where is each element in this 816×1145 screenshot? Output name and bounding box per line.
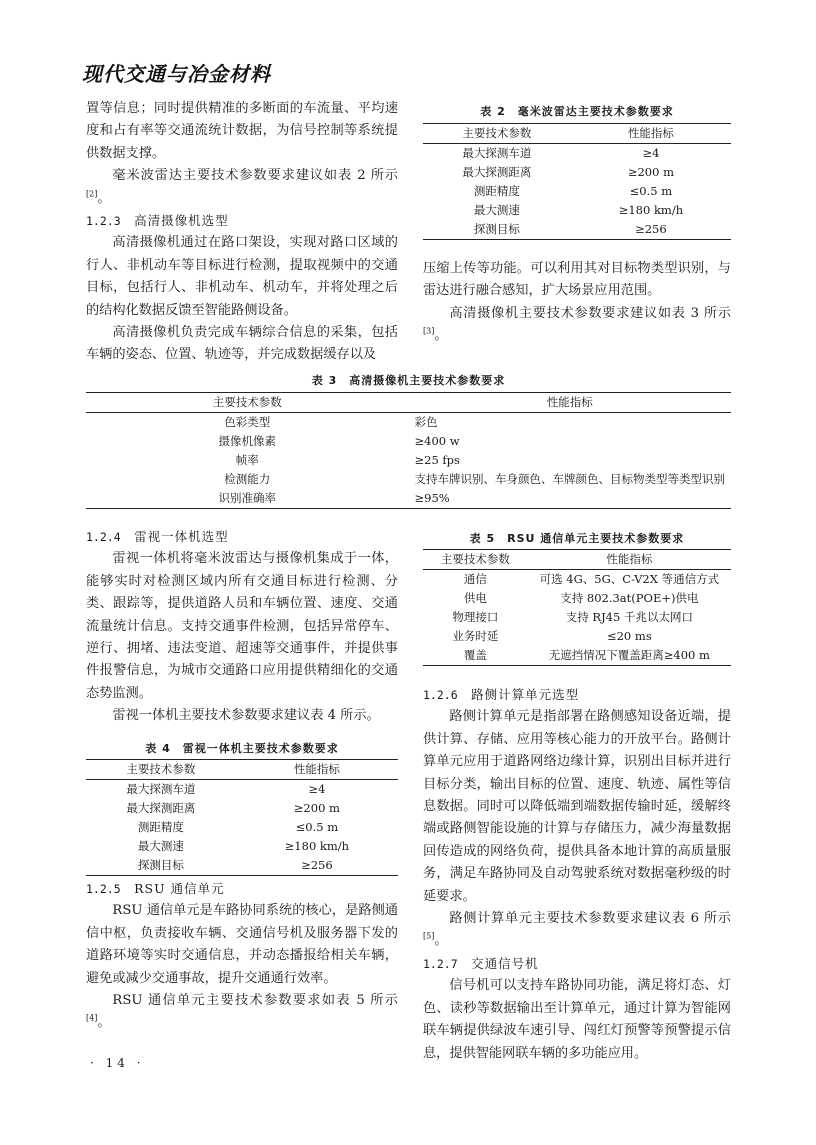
paragraph-text: 高清摄像机主要技术参数要求建议如表 3 所示: [449, 305, 731, 321]
table3: [86, 392, 731, 509]
table-cell: 最大测速: [473, 203, 520, 217]
table-row: [86, 489, 731, 509]
table-header-cell: 性能指标: [546, 395, 593, 409]
table4: [86, 759, 398, 876]
table-cell: ≤0.5 m: [295, 820, 339, 834]
table-cell: 摄像机像素: [218, 434, 276, 448]
right-column-top: [423, 258, 731, 348]
paragraph-text: 毫米波雷达主要技术参数要求建议如表 2 所示: [112, 168, 398, 184]
paragraph-table5-ref: [86, 990, 398, 1035]
table-cell: 探测目标: [137, 858, 184, 872]
paragraph-text: RSU 通信单元主要技术参数要求如表 5 所示: [112, 993, 398, 1009]
table-cell: 覆盖: [463, 648, 487, 662]
citation: [5]: [423, 932, 435, 942]
table-row: [86, 432, 731, 451]
table5: [423, 549, 731, 666]
right-column-bottom: [423, 684, 731, 1065]
table-cell: 可选 4G、5G、C-V2X 等通信方式: [539, 572, 720, 586]
table-cell: ≥4: [642, 146, 660, 160]
paragraph: 信号机可以支持车路协同功能，满足将灯态、灯色、读秒等数据输出至计算单元，通过计算为智能网联车辆提供绿波车速引导、闯红灯预警等预警提示信息，提供智能网联车辆的多功能应用。: [423, 978, 731, 1061]
table-header-cell: 性能指标: [627, 126, 674, 140]
section-heading-1-2-5: [86, 878, 398, 900]
table-cell: 测距精度: [473, 184, 520, 198]
paragraph-table3-ref: [423, 303, 731, 348]
table-header-cell: 主要技术参数: [462, 126, 532, 140]
table-cell: 最大探测车道: [462, 146, 532, 160]
paragraph: 压缩上传等功能。可以利用其对目标物类型识别，与雷达进行融合感知，扩大场景应用范围。: [423, 261, 731, 299]
section-number: 1.2.4: [86, 530, 121, 544]
table-header-cell: 主要技术参数: [212, 395, 282, 409]
paragraph: 置等信息；同时提供精准的多断面的车流量、平均速度和占有率等交通流统计数据，为信号控制等系统提供数据支撑。: [86, 101, 398, 161]
table-row: [86, 413, 731, 433]
table-cell: ≥256: [301, 858, 333, 872]
paragraph: 雷视一体机将毫米波雷达与摄像机集成于一体，能够实时对检测区域内所有交通目标进行检测、分类、跟踪等，提供道路人员和车辆位置、速度、交通流量统计信息。支持交通事件检测，包括异常停车、逆行、拥堵、违法变道、超速等交通事件，并提供事件报警信息，为城市交通路口应用提供精细化的交通态势监测。: [86, 551, 398, 701]
table-row: [423, 627, 731, 646]
table-cell: 最大探测距离: [126, 801, 196, 815]
section-heading-1-2-7: [423, 953, 731, 975]
table-cell: ≥400 w: [414, 434, 460, 448]
table3-caption: 表 3 高清摄像机主要技术参数要求: [311, 374, 506, 387]
section-number: 1.2.6: [423, 688, 458, 702]
table-cell: 测距精度: [137, 820, 184, 834]
table-row: [423, 220, 731, 240]
table-cell: ≥25 fps: [414, 453, 460, 467]
paragraph: 高清摄像机通过在路口架设，实现对路口区域的行人、非机动车等目标进行检测，提取视频中的交通目标，包括行人、非机动车、机动车，并将处理之后的结构化数据反馈至智能路侧设备。: [86, 235, 398, 318]
table-cell: 支持 RJ45 千兆以太网口: [565, 610, 693, 624]
table-header-row: [86, 393, 731, 413]
citation: [2]: [86, 189, 98, 199]
table-cell: ≥200 m: [293, 801, 340, 815]
table-row: [86, 837, 398, 856]
paragraph-text: 路侧计算单元主要技术参数要求建议表 6 所示: [449, 911, 731, 927]
left-column-bottom-b: [86, 878, 398, 1035]
table-header-cell: 性能指标: [293, 762, 340, 776]
table-row: [423, 144, 731, 164]
table-row: [86, 470, 731, 489]
table5-caption: 表 5 RSU 通信单元主要技术参数要求: [469, 532, 685, 545]
table-row: [423, 608, 731, 627]
paragraph-end: 。: [434, 933, 448, 949]
paragraph-table6-ref: [423, 908, 731, 953]
paragraph-table2-ref: [86, 165, 398, 210]
table2-caption: 表 2 毫米波雷达主要技术参数要求: [480, 105, 674, 118]
table-cell: 最大探测距离: [462, 165, 532, 179]
table-cell: ≥180 km/h: [618, 203, 684, 217]
table-row: [423, 646, 731, 666]
table-row: [423, 163, 731, 182]
table-cell: 色彩类型: [224, 415, 271, 429]
table-cell: 最大探测车道: [126, 782, 196, 796]
citation: [3]: [423, 326, 435, 336]
paragraph: 路侧计算单元是指部署在路侧感知设备近端，提供计算、存储、应用等核心能力的开放平台。路侧计算单元应用于道路网络边缘计算，识别出目标并进行目标分类，输出目标的位置、速度、轨迹、属性等信息数据。同时可以降低端到端数据传输时延，缓解终端或路侧智能设施的计算与存储压力，减少海量数据回传造成的网络负荷，提供具备本地计算的高质量服务，满足车路协同及自动驾驶系统对数据毫秒级的时延要求。: [423, 709, 731, 904]
table-row: [86, 856, 398, 876]
table-row: [86, 780, 398, 800]
table-cell: 识别准确率: [218, 491, 276, 505]
journal-title: 现代交通与冶金材料: [82, 62, 271, 86]
table-cell: ≥180 km/h: [284, 839, 350, 853]
table-row: [423, 570, 731, 590]
table-header-row: [423, 124, 731, 144]
citation: [4]: [86, 1014, 98, 1024]
section-title: 路侧计算单元选型: [471, 687, 580, 702]
paragraph: 高清摄像机负责完成车辆综合信息的采集，包括车辆的姿态、位置、轨迹等，并完成数据缓存以及: [86, 325, 398, 363]
paragraph-end: 。: [97, 190, 111, 206]
section-number: 1.2.7: [423, 956, 458, 971]
table-header-cell: 主要技术参数: [440, 552, 510, 566]
table-cell: ≤20 ms: [606, 629, 652, 643]
table-cell: ≥256: [635, 222, 667, 236]
table-cell: 物理接口: [452, 610, 499, 624]
table2: [423, 123, 731, 240]
paragraph: 雷视一体机主要技术参数要求建议表 4 所示。: [112, 708, 380, 724]
table-header-cell: 主要技术参数: [126, 762, 196, 776]
table-cell: 检测能力: [224, 472, 271, 486]
page-number: · 14 ·: [90, 1056, 145, 1070]
table-cell: 供电: [463, 591, 487, 605]
table-row: [423, 589, 731, 608]
table4-caption: 表 4 雷视一体机主要技术参数要求: [145, 742, 339, 755]
table-cell: 通信: [463, 572, 487, 586]
left-column-bottom-a: [86, 526, 398, 728]
section-heading-1-2-4: [86, 526, 398, 548]
table-header-row: [423, 550, 731, 570]
section-title: 雷视一体机选型: [134, 529, 229, 544]
table-cell: ≤0.5 m: [629, 184, 673, 198]
table-row: [423, 201, 731, 220]
section-number: 1.2.3: [86, 214, 121, 229]
section-title: 交通信号机: [471, 955, 539, 971]
table-row: [86, 451, 731, 470]
section-title: RSU 通信单元: [134, 881, 225, 896]
table-row: [86, 818, 398, 837]
table-row: [86, 799, 398, 818]
table-cell: ≥4: [308, 782, 326, 796]
section-heading-1-2-6: [423, 684, 731, 706]
table-header-cell: 性能指标: [606, 552, 653, 566]
paragraph-end: 。: [434, 328, 448, 344]
section-title: 高清摄像机选型: [134, 213, 229, 229]
table-cell: 彩色: [414, 415, 438, 429]
paragraph-end: 。: [97, 1015, 111, 1031]
paragraph: RSU 通信单元是车路协同系统的核心，是路侧通信中枢，负责接收车辆、交通信号机及服务器下发的道路环境等实时交通信息，并动态播报给相关车辆，避免或减少交通事故，提升交通通行效率。: [86, 903, 398, 986]
table-cell: 支持 802.3at(POE+)供电: [560, 591, 699, 605]
table-cell: 帧率: [235, 453, 259, 467]
table-cell: 业务时延: [452, 629, 499, 643]
table-cell: ≥95%: [414, 491, 450, 505]
section-number: 1.2.5: [86, 882, 121, 896]
left-column-top: [86, 98, 398, 367]
table-header-row: [86, 760, 398, 780]
section-heading-1-2-3: [86, 210, 398, 232]
table-row: [423, 182, 731, 201]
table-cell: 支持车牌识别、车身颜色、车牌颜色、目标物类型等类型识别: [414, 472, 725, 486]
table-cell: 最大测速: [137, 839, 184, 853]
table-cell: ≥200 m: [627, 165, 674, 179]
table-cell: 探测目标: [473, 222, 520, 236]
table-cell: 无遮挡情况下覆盖距离≥400 m: [548, 648, 710, 662]
